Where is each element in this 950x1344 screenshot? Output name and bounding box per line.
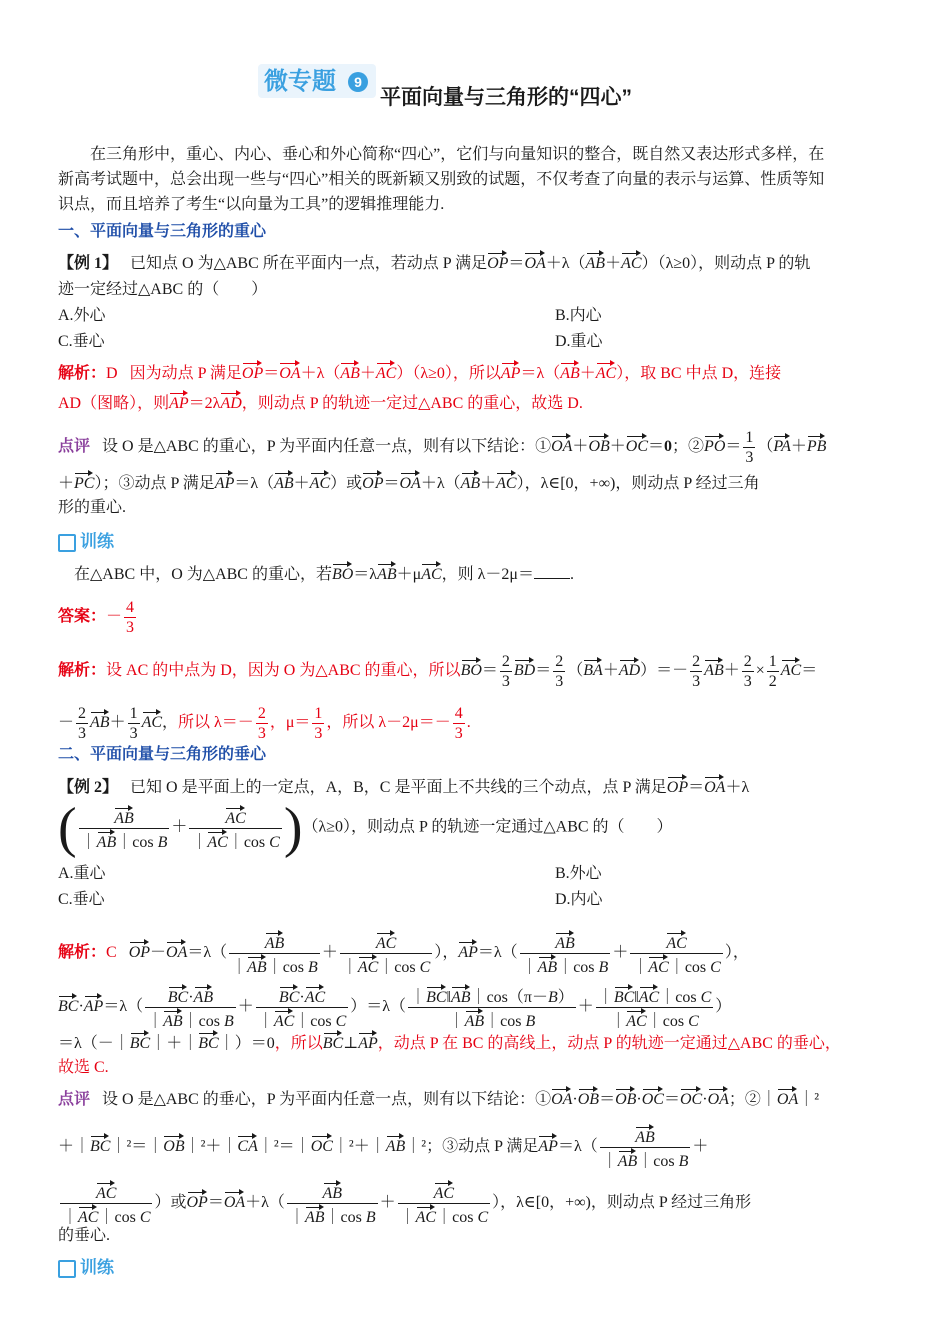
analysis-1-line-2: AD（图略），则AP＝2λAD，则动点 P 的轨迹一定过△ABC 的重心，故选 D. (58, 390, 583, 414)
analysis-2-line-1: 解析：设 AC 的中点为 D，因为 O 为△ABC 的重心，所以BO＝ $\frac{2}{3}$ BD＝ $\frac{2}{3}$ （BA＋AD）＝－ $\frac{2}{3}$ AB＋ $\frac{2}{3}$ × $\frac{1}{2}$ AC＝ (58, 653, 818, 690)
example-2-label: 【例 2】 (58, 779, 119, 796)
page-header (258, 64, 698, 109)
example-2-line-2: ( $\frac{AB}{\text{｜AB｜cos B}}$ ＋ $\frac{AC}{\text{｜AC｜cos C}}$ )（λ≥0），则动点 P 的轨迹一定通过△ABC 的（ ） (58, 797, 673, 859)
comment-2-line-1: 点评 设 O 是△ABC 的垂心，P 为平面内任意一点，则有以下结论：①OA·OB＝OB·OC＝OC·OA；②｜OA｜² (58, 1086, 819, 1110)
comment-2-line-4: 的垂心. (58, 1227, 111, 1244)
analysis-3-line-1: 解析：C OP－OA＝λ（ $\frac{AB}{\text{｜AB｜cos B}}$ ＋ $\frac{AC}{\text{｜AC｜cos C}}$ ），AP＝λ（ $\frac{AB}{\text{｜AB｜cos B}}$ ＋ $\frac{AC}{\text{｜AC｜cos C}}$ ）， (58, 930, 749, 977)
analysis-3-line-4: 故选 C. (58, 1059, 109, 1076)
comment-text-d: 或 (346, 475, 363, 492)
analysis-2-line-2: － $\frac{2}{3}$ AB＋ $\frac{1}{3}$ AC，所以 λ＝－ $\frac{2}{3}$ ，μ＝ $\frac{1}{3}$ ，所以 λ－2μ＝－ $\frac{4}{3}$ . (58, 705, 471, 742)
option-2-b[interactable]: B.外心 (555, 865, 602, 882)
analysis-answer-2: C (106, 944, 117, 962)
analysis-3-line-3: ＝λ（－｜BC｜＋｜BC｜）＝0，所以BC⊥AP，动点 P 在 BC 的高线上，动点 P 的轨迹一定通过△ABC 的垂心， (58, 1030, 841, 1054)
option-d[interactable]: D.重心 (555, 333, 603, 350)
intro-line-2: 新高考试题中，总会出现一些与“四心”相关的既新颖又别致的试题，不仅考查了向量的表示与运算、性质等知 (58, 171, 825, 188)
option-2-c[interactable]: C.垂心 (58, 891, 105, 908)
example-2-text: 已知 O 是平面上的一定点，A，B，C 是平面上不共线的三个动点，点 P 满足 (130, 779, 667, 796)
comment-2-line-3: $\frac{AC}{\text{｜AC｜cos C}}$ ）或OP＝OA＋λ（ $\frac{AB}{\text{｜AB｜cos B}}$ ＋ $\frac{AC}{\text{｜AC｜cos C}}$ ），λ∈[0，+∞)，则动点 P 经过三角形 (58, 1180, 751, 1227)
header-number-badge: 9 (348, 72, 368, 92)
header-badge-text: 微专题 (264, 68, 336, 95)
training-tail: ，则 λ－2μ＝ (441, 566, 534, 583)
option-b[interactable]: B.内心 (555, 307, 602, 324)
comment-2-line-2: ＋｜BC｜²＝｜OB｜²＋｜CA｜²＝｜OC｜²＋｜AB｜²；③动点 P 满足AP＝λ（ $\frac{AB}{\text{｜AB｜cos B}}$ ＋ (58, 1124, 708, 1171)
section-1-title: 一、平面向量与三角形的重心 (58, 223, 267, 240)
analysis-text: 因为动点 P 满足 (129, 365, 242, 382)
intro-line-3: 识点，而且培养了考生“以向量为工具”的逻辑推理能力. (58, 196, 445, 213)
training-2-icon (58, 1260, 76, 1278)
answer-label: 答案： (58, 608, 107, 626)
section-2-title: 二、平面向量与三角形的垂心 (58, 746, 267, 763)
comment-text: 设 O 是△ABC 的重心，P 为平面内任意一点，则有以下结论：① (102, 438, 552, 456)
answer-1: 答案：－ $\frac{4}{3}$ (58, 599, 135, 636)
comment-1-line-3: 形的重心. (58, 499, 127, 516)
training-2-label: 训练 (80, 1258, 114, 1277)
option-a[interactable]: A.外心 (58, 307, 106, 324)
analysis-label-3: 解析： (58, 944, 107, 962)
training-2-heading (58, 1258, 114, 1279)
example-1-tail: （λ≥0），则动点 P 的轨 (657, 255, 811, 272)
training-1-heading (58, 532, 114, 553)
comment-1-line-2: ＋PC）；③动点 P 满足AP＝λ（AB＋AC）或OP＝OA＋λ（AB＋AC），λ∈[0，+∞)，则动点 P 经过三角 (58, 470, 760, 494)
option-2-a[interactable]: A.重心 (58, 865, 106, 882)
option-c[interactable]: C.垂心 (58, 333, 105, 350)
comment-2-text: 设 O 是△ABC 的垂心，P 为平面内任意一点，则有以下结论：① (102, 1091, 552, 1108)
comment-label-2: 点评 (58, 1091, 91, 1108)
example-1-text: 已知点 O 为△ABC 所在平面内一点，若动点 P 满足 (130, 255, 488, 272)
example-1-line-1: 【例 1】 已知点 O 为△ABC 所在平面内一点，若动点 P 满足OP＝OA＋λ（AB＋AC）（λ≥0），则动点 P 的轨 (58, 250, 810, 274)
training-icon (58, 534, 76, 552)
analysis-3-text: ，所以 (274, 1035, 323, 1052)
comment-text-c: ；③动点 P 满足 (102, 475, 215, 492)
example-2-tail: （λ≥0），则动点 P 的轨迹一定通过△ABC 的（ ） (302, 818, 673, 836)
analysis-text-b: （λ≥0），所以 (412, 365, 501, 382)
analysis-1-line-1: 解析：D 因为动点 P 满足OP＝OA＋λ（AB＋AC）（λ≥0），所以AP＝λ（AB＋AC），取 BC 中点 D，连接 (58, 360, 781, 384)
comment-label: 点评 (58, 438, 91, 456)
analysis-label-2: 解析： (58, 662, 107, 680)
comment-1-line-1: 点评 设 O 是△ABC 的重心，P 为平面内任意一点，则有以下结论：①OA＋OB＋OC＝0；②PO＝ $\frac{1}{3}$ （PA＋PB (58, 429, 827, 466)
option-2-d[interactable]: D.内心 (555, 891, 603, 908)
comment-2-text-c: ，λ∈[0，+∞)，则动点 P 经过三角形 (500, 1194, 752, 1212)
training-label: 训练 (80, 532, 114, 551)
analysis-text-d: AD（图略），则 (58, 395, 170, 412)
comment-text-b: ；② (672, 438, 705, 456)
analysis-3-line-2: BC·AP＝λ（ $\frac{BC\cdot AB}{\text{｜AB｜cos B}}$ ＋ $\frac{BC\cdot AC}{\text{｜AC｜cos C}}$ ）＝λ（ $\frac{|BC‖AB|\cos(\pi-B)}{\text{｜AB｜cos B}}$ ＋ $\frac{\text{｜BC‖AC｜cos C}}{\text{｜AC｜cos C}}$ ） (58, 984, 731, 1031)
intro-line-1: 在三角形中，重心、内心、垂心和外心简称“四心”，它们与向量知识的整合，既自然又表达形式多样，在 (90, 146, 825, 163)
analysis-3-text-b: ，动点 P 在 BC 的高线上，动点 P 的轨迹一定通过△ABC 的垂心， (377, 1035, 841, 1052)
training-1-question: 在△ABC 中，O 为△ABC 的重心，若BO＝λAB＋μAC，则 λ－2μ＝ . (74, 561, 574, 585)
answer-blank[interactable] (534, 564, 570, 579)
analysis-2-text: 设 AC 的中点为 D，因为 O 为△ABC 的重心，所以 (106, 662, 461, 680)
comment-2-text-b: ；③动点 P 满足 (426, 1138, 539, 1156)
training-text: 在△ABC 中，O 为△ABC 的重心，若 (74, 566, 332, 583)
page-title: 平面向量与三角形的“四心” (380, 86, 632, 109)
example-1-line-2: 迹一定经过△ABC 的（ ） (58, 281, 268, 298)
analysis-text-c: ，取 BC 中点 D，连接 (624, 365, 782, 382)
comment-text-e: ，λ∈[0，+∞)，则动点 P 经过三角 (524, 475, 760, 492)
analysis-text-e: ，则动点 P 的轨迹一定过△ABC 的重心，故选 D. (241, 395, 583, 412)
analysis-answer: D (106, 365, 118, 382)
analysis-label: 解析： (58, 365, 107, 382)
example-2-line-1: 【例 2】 已知 O 是平面上的一定点，A，B，C 是平面上不共线的三个动点，点 P 满足OP＝OA＋λ (58, 774, 749, 798)
example-1-label: 【例 1】 (58, 255, 119, 272)
